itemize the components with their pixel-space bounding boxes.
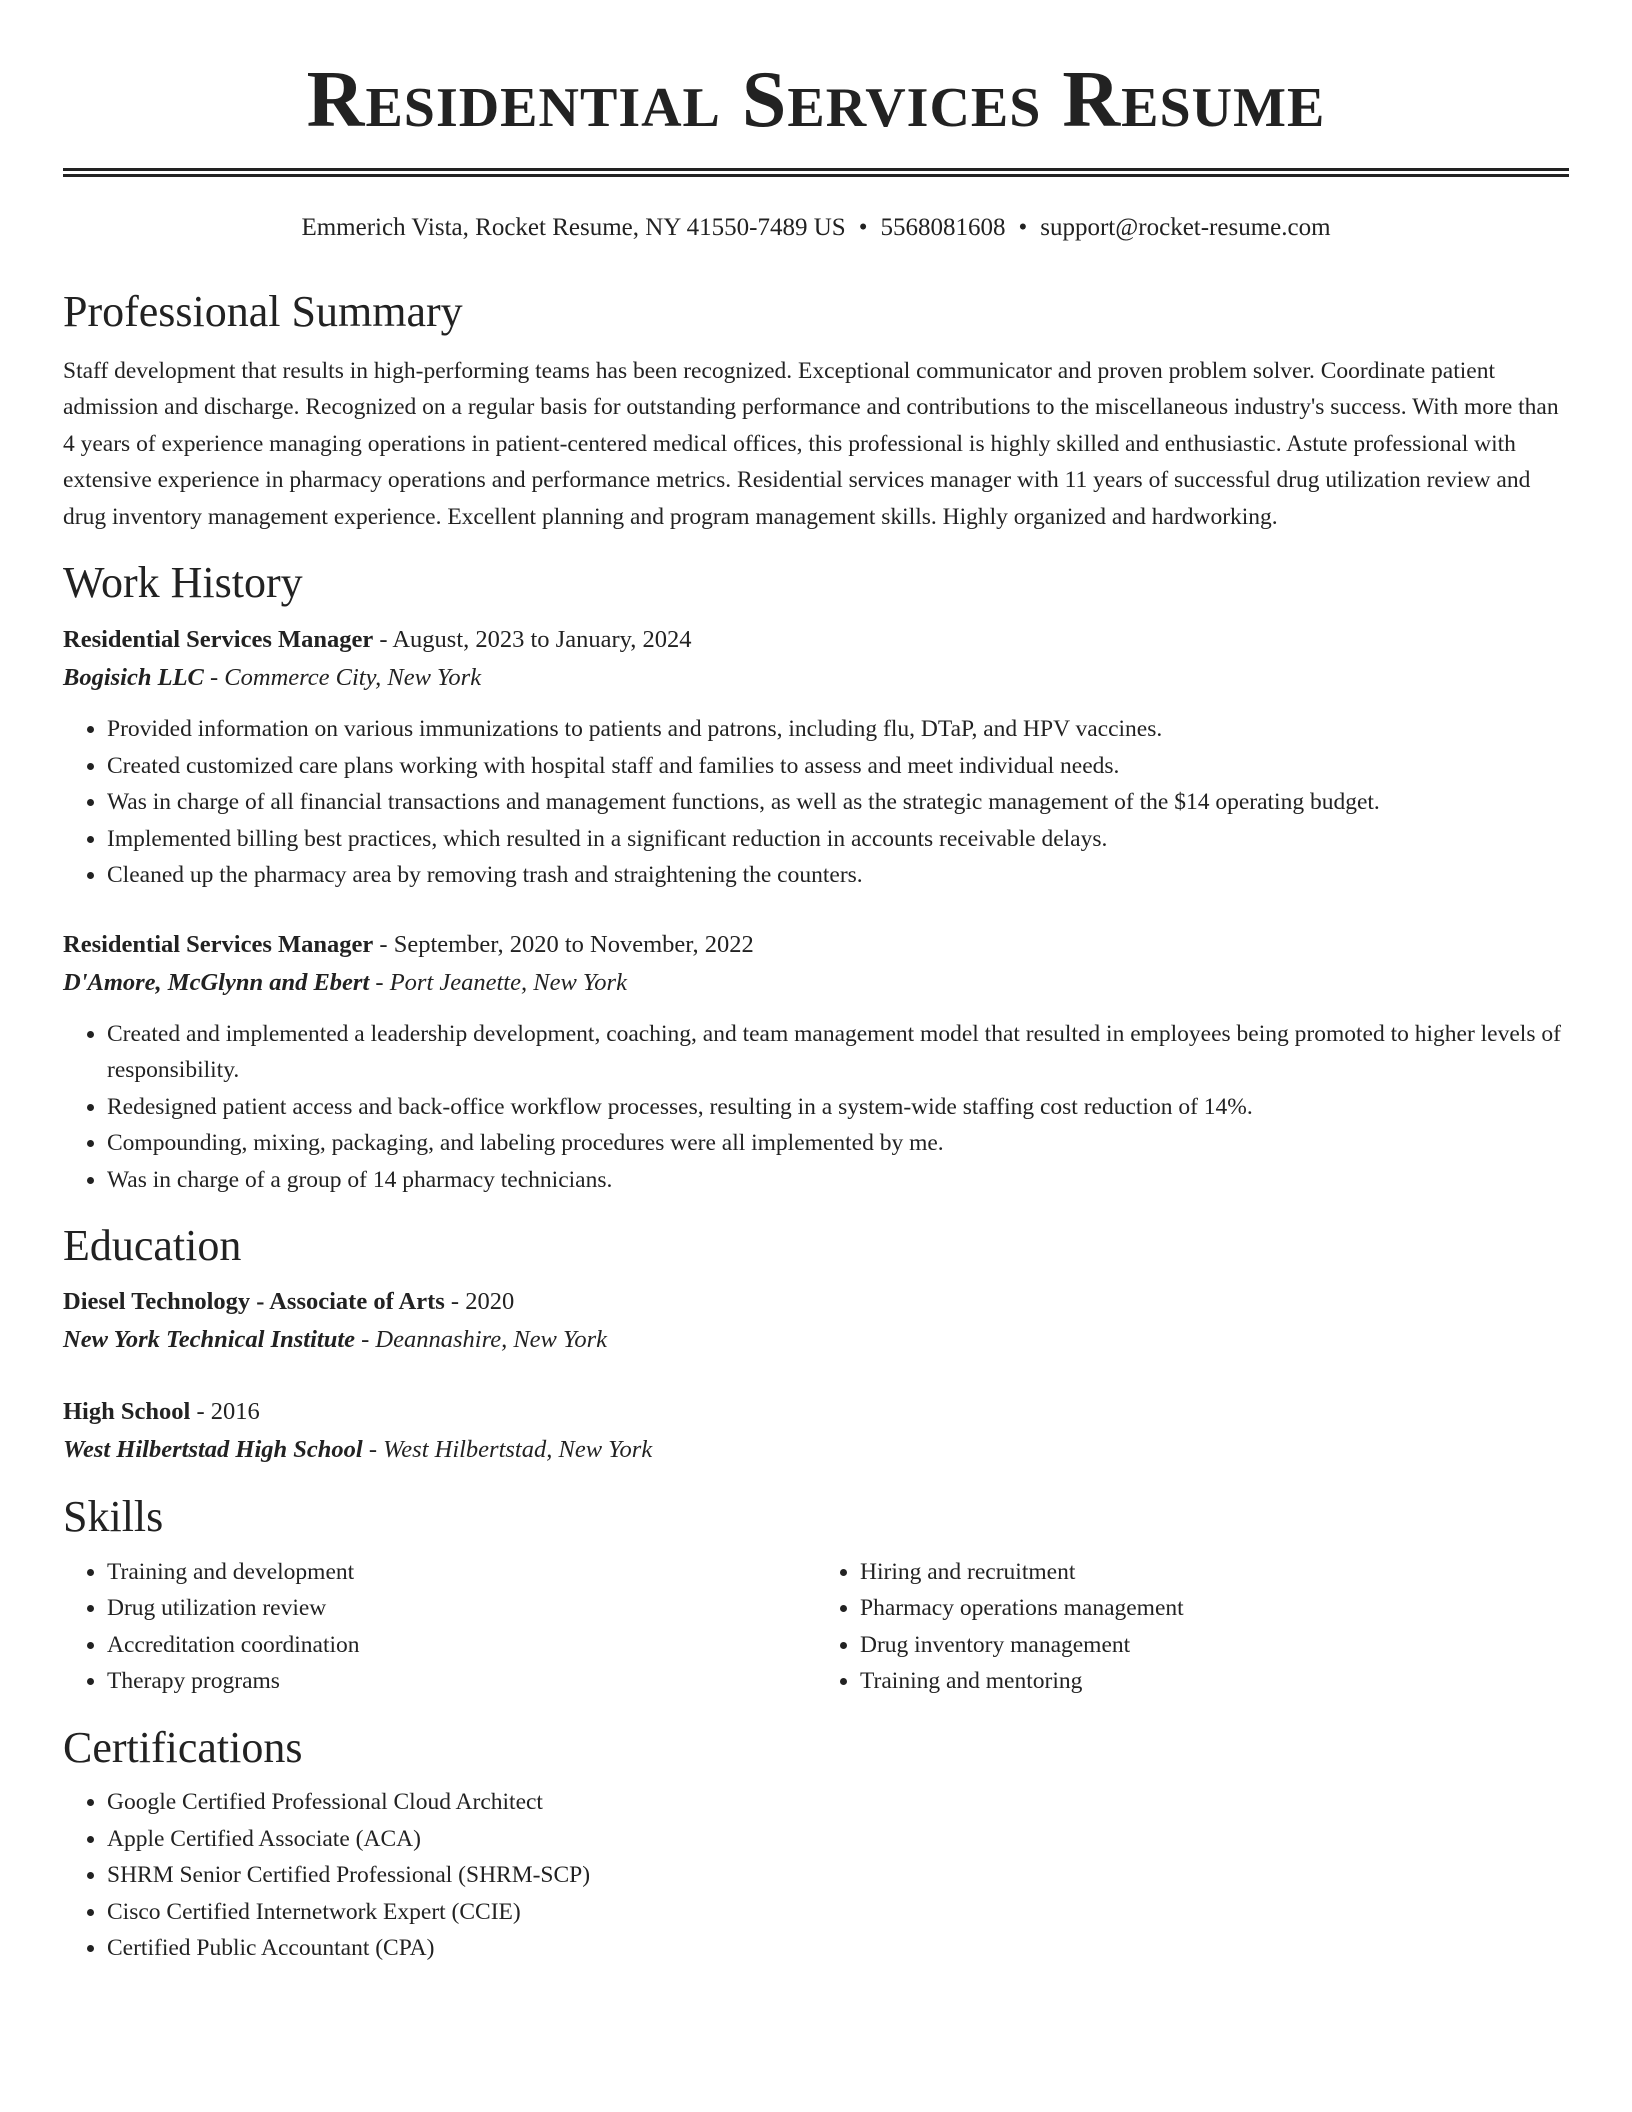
education-location: - West Hilbertstad, New York bbox=[362, 1435, 653, 1463]
education-entry bbox=[63, 1283, 1569, 1359]
job-company: Bogisich LLC bbox=[63, 664, 204, 692]
skills-list-right bbox=[816, 1554, 1569, 1700]
education-heading: Education bbox=[63, 1221, 242, 1271]
list-item: • Therapy programs bbox=[107, 1663, 816, 1700]
list-item: • Created customized care plans working with hospital staff and families to assess and meet individual needs. bbox=[107, 748, 1569, 785]
contact-address: Emmerich Vista, Rocket Resume, NY 41550-7489 US bbox=[301, 214, 846, 241]
job-title: Residential Services Manager bbox=[63, 626, 374, 654]
education-school-line bbox=[63, 1431, 1569, 1469]
job-location: - Port Jeanette, New York bbox=[369, 968, 627, 996]
job-location: - Commerce City, New York bbox=[203, 664, 482, 692]
job-company-line bbox=[63, 964, 1569, 1002]
list-item: • Accreditation coordination bbox=[107, 1627, 816, 1664]
education-header bbox=[63, 1393, 1569, 1431]
list-item: • Compounding, mixing, packaging, and labeling procedures were all implemented by me. bbox=[107, 1125, 1569, 1162]
job-title: Residential Services Manager bbox=[63, 930, 374, 958]
list-item: • Pharmacy operations management bbox=[860, 1590, 1569, 1627]
contact-line bbox=[63, 213, 1569, 243]
education-school: West Hilbertstad High School bbox=[63, 1435, 363, 1463]
skills-heading: Skills bbox=[63, 1491, 164, 1541]
education-school: New York Technical Institute bbox=[63, 1325, 356, 1353]
education-year: - 2020 bbox=[444, 1287, 515, 1315]
job-header bbox=[63, 926, 1569, 964]
list-item: • Cleaned up the pharmacy area by removing trash and straightening the counters. bbox=[107, 857, 1569, 894]
education-degree: Diesel Technology - Associate of Arts bbox=[63, 1287, 445, 1315]
list-item: • Created and implemented a leadership development, coaching, and team management model that resulted in employees being promoted to higher levels of responsibility. bbox=[107, 1016, 1569, 1089]
skills-columns bbox=[63, 1554, 1569, 1700]
list-item: • Was in charge of all financial transactions and management functions, as well as the strategic management of the $14 operating budget. bbox=[107, 784, 1569, 821]
list-item: • Google Certified Professional Cloud Architect bbox=[107, 1784, 1569, 1821]
education-school-line bbox=[63, 1321, 1569, 1359]
summary-heading: Professional Summary bbox=[63, 287, 463, 336]
contact-separator: • bbox=[1018, 214, 1028, 241]
list-item: • Apple Certified Associate (ACA) bbox=[107, 1821, 1569, 1858]
job-dates: - September, 2020 to November, 2022 bbox=[373, 930, 754, 958]
job-company-line bbox=[63, 659, 1569, 697]
job-company: D'Amore, McGlynn and Ebert bbox=[63, 968, 370, 996]
list-item: • Training and mentoring bbox=[860, 1663, 1569, 1700]
list-item: • Provided information on various immunizations to patients and patrons, including flu, DTaP, and HPV vaccines. bbox=[107, 711, 1569, 748]
contact-separator: • bbox=[858, 214, 868, 241]
list-item: • SHRM Senior Certified Professional (SHRM-SCP) bbox=[107, 1857, 1569, 1894]
certifications-heading: Certifications bbox=[63, 1722, 303, 1772]
list-item: • Drug utilization review bbox=[107, 1590, 816, 1627]
list-item: • Training and development bbox=[107, 1554, 816, 1591]
list-item: • Cisco Certified Internetwork Expert (CCIE) bbox=[107, 1894, 1569, 1931]
job-header bbox=[63, 621, 1569, 659]
contact-email: support@rocket-resume.com bbox=[1040, 214, 1331, 241]
education-location: - Deannashire, New York bbox=[355, 1325, 608, 1353]
job-entry bbox=[63, 621, 1569, 894]
education-header bbox=[63, 1283, 1569, 1321]
job-bullets bbox=[63, 1016, 1569, 1199]
list-item: • Implemented billing best practices, which resulted in a significant reduction in accounts receivable delays. bbox=[107, 821, 1569, 858]
title-double-rule bbox=[63, 168, 1569, 177]
list-item: • Certified Public Accountant (CPA) bbox=[107, 1930, 1569, 1967]
certifications-list bbox=[63, 1784, 1569, 1967]
job-entry bbox=[63, 926, 1569, 1199]
list-item: • Was in charge of a group of 14 pharmacy technicians. bbox=[107, 1162, 1569, 1199]
education-degree: High School bbox=[63, 1397, 191, 1425]
contact-phone: 5568081608 bbox=[880, 214, 1006, 241]
work-history-heading: Work History bbox=[63, 558, 303, 608]
resume-title: Residential Services Resume bbox=[306, 56, 1326, 144]
skills-list-left bbox=[63, 1554, 816, 1700]
list-item: • Drug inventory management bbox=[860, 1627, 1569, 1664]
job-bullets bbox=[63, 711, 1569, 894]
education-entry bbox=[63, 1393, 1569, 1469]
summary-text: Staff development that results in high-performing teams has been recognized. Exceptional communicator and proven problem solver. Coordinate patient admission and discharge. Recognized on a regular basis for outstanding performance and contributions to the miscellaneous industry's success. With more than 4 years of experience managing operations in patient-centered medical offices, this professional is highly skilled and enthusiastic. Astute professional with extensive experience in pharmacy operations and performance metrics. Residential services manager with 11 years of successful drug utilization review and drug inventory management experience. Excellent planning and program management skills. Highly organized and hardworking. bbox=[63, 357, 1559, 530]
list-item: • Redesigned patient access and back-office workflow processes, resulting in a system-wide staffing cost reduction of 14%. bbox=[107, 1089, 1569, 1126]
job-dates: - August, 2023 to January, 2024 bbox=[373, 626, 692, 654]
list-item: • Hiring and recruitment bbox=[860, 1554, 1569, 1591]
education-year: - 2016 bbox=[190, 1397, 260, 1425]
